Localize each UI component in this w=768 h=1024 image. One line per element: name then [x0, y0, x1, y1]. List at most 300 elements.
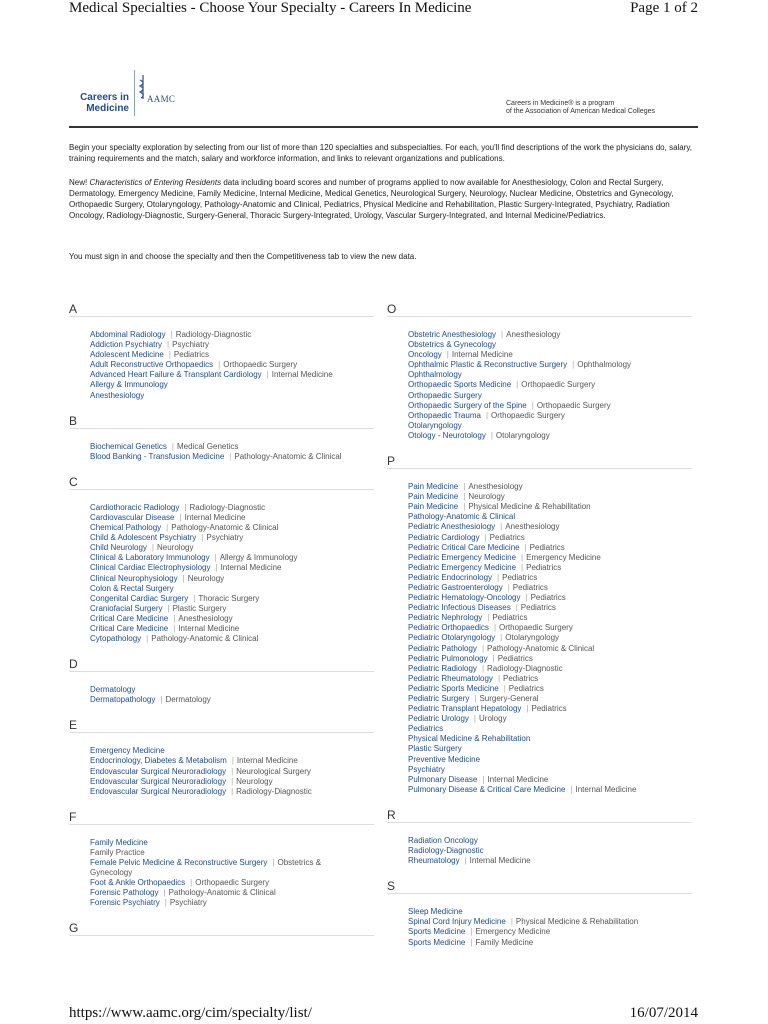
list-item — [408, 785, 692, 795]
list-item — [408, 391, 692, 401]
specialty-link[interactable]: Clinical Neurophysiology — [90, 573, 178, 583]
parent-specialty: Neurology — [187, 573, 225, 583]
new-label: New! — [69, 178, 88, 187]
specialty-link[interactable]: Pediatric Transplant Hepatology — [408, 704, 522, 714]
section-e — [69, 718, 374, 796]
separator: | — [474, 694, 477, 703]
specialty-link[interactable]: Ophthalmic Plastic & Reconstructive Surgery — [408, 360, 568, 370]
list-item — [408, 370, 692, 380]
specialty-link[interactable]: Adolescent Medicine — [90, 350, 164, 360]
specialty-link[interactable]: Abdominal Radiology — [90, 330, 166, 339]
parent-specialty: Emergency Medicine — [475, 927, 551, 937]
parent-specialty: Internal Medicine — [469, 856, 531, 866]
specialty-link[interactable]: Radiology-Diagnostic — [408, 846, 484, 856]
separator: | — [470, 927, 473, 937]
logo-text — [72, 92, 129, 114]
list-item — [408, 714, 692, 724]
parent-specialty: Pediatrics — [529, 542, 565, 552]
separator: | — [193, 593, 196, 603]
specialty-link[interactable]: Forensic Psychiatry — [90, 898, 160, 908]
parent-specialty: Pediatrics — [512, 582, 548, 592]
list-item — [408, 694, 692, 704]
specialty-link[interactable]: Forensic Pathology — [90, 888, 159, 898]
parent-specialty: Anesthesiology — [505, 522, 560, 532]
parent-specialty: Surgery-General — [479, 694, 539, 703]
separator: | — [463, 482, 466, 492]
list-item — [408, 684, 692, 694]
specialty-link[interactable]: Pediatrics — [408, 724, 444, 734]
specialty-list — [90, 685, 374, 705]
specialty-link[interactable]: Pediatric Emergency Medicine — [408, 562, 517, 572]
specialty-link[interactable]: Colon & Rectal Surgery — [90, 583, 174, 593]
new-data-paragraph — [69, 177, 695, 221]
specialty-link[interactable]: Sports Medicine — [408, 927, 466, 937]
list-item — [408, 765, 692, 775]
parent-specialty: Pathology-Anatomic & Clinical — [151, 634, 259, 644]
specialty-link[interactable]: Clinical & Laboratory Immunology — [90, 553, 210, 563]
specialty-link[interactable]: Obstetrics & Gynecology — [408, 340, 497, 350]
specialty-link[interactable]: Critical Care Medicine — [90, 623, 169, 633]
section-a — [69, 302, 374, 401]
list-item — [90, 685, 374, 695]
separator: | — [201, 533, 204, 543]
list-item — [408, 907, 692, 917]
specialty-link[interactable]: Endovascular Surgical Neuroradiology — [90, 776, 227, 786]
list-item — [408, 836, 692, 846]
specialty-link[interactable]: Radiation Oncology — [408, 835, 478, 845]
list-item — [90, 787, 374, 797]
list-item — [90, 553, 374, 563]
separator: | — [167, 603, 170, 613]
specialty-link[interactable]: Critical Care Medicine — [90, 613, 169, 623]
list-item — [90, 574, 374, 584]
list-item — [90, 878, 374, 888]
parent-specialty: Internal Medicine — [271, 370, 333, 380]
specialty-link[interactable]: Orthopaedic Surgery of the Spine — [408, 400, 527, 410]
parent-specialty: Internal Medicine — [451, 350, 513, 360]
list-item — [90, 898, 374, 908]
separator: | — [515, 603, 518, 613]
specialty-link[interactable]: Pediatric Anesthesiology — [408, 522, 496, 532]
parent-specialty: Orthopaedic Surgery — [499, 623, 573, 633]
parent-specialty: Orthopaedic Surgery — [195, 878, 270, 888]
page-title: Medical Specialties - Choose Your Specialty - Careers In Medicine — [69, 0, 472, 16]
separator: | — [179, 512, 182, 522]
list-item — [408, 744, 692, 754]
specialty-link[interactable]: Pain Medicine — [408, 482, 459, 492]
section-letter: G — [69, 921, 374, 936]
separator: | — [572, 360, 575, 370]
list-item — [90, 370, 374, 380]
separator: | — [500, 522, 503, 532]
specialty-link[interactable]: Otology - Neurotology — [408, 430, 486, 440]
specialty-link[interactable]: Pathology-Anatomic & Clinical — [408, 512, 516, 522]
separator: | — [500, 633, 503, 643]
specialty-link[interactable]: Pediatric Infectious Diseases — [408, 603, 511, 613]
specialty-link[interactable]: Advanced Heart Failure & Transplant Cardiology — [90, 370, 262, 380]
section-letter: P — [387, 454, 692, 469]
section-letter: C — [69, 475, 374, 490]
list-item — [408, 734, 692, 744]
specialty-link[interactable]: Adult Reconstructive Orthopaedics — [90, 360, 214, 370]
list-item — [90, 380, 374, 390]
section-f — [69, 810, 374, 909]
parent-specialty: Pediatrics — [489, 532, 525, 542]
specialty-list — [90, 838, 374, 909]
specialty-link[interactable]: Pediatric Pathology — [408, 643, 477, 653]
specialty-link: Family Practice — [90, 847, 145, 857]
separator: | — [215, 563, 218, 573]
parent-specialty: Pediatrics — [503, 673, 539, 683]
list-item — [408, 502, 692, 512]
specialty-link[interactable]: Orthopaedic Trauma — [408, 410, 481, 420]
separator: | — [184, 502, 187, 512]
parent-specialty: Psychiatry — [206, 533, 244, 543]
separator: | — [481, 663, 485, 673]
specialty-link[interactable]: Otolaryngology — [408, 420, 462, 430]
list-item — [408, 755, 692, 765]
specialty-link[interactable]: Chemical Pathology — [90, 523, 162, 533]
separator: | — [166, 523, 169, 533]
specialty-link[interactable]: Endovascular Surgical Neuroradiology — [90, 786, 227, 796]
list-item — [90, 350, 374, 360]
parent-specialty: Ophthalmology — [577, 360, 632, 370]
parent-specialty: Pediatrics — [530, 593, 566, 603]
section-o — [387, 302, 692, 441]
characteristics-title: Characteristics of Entering Residents — [89, 178, 222, 187]
specialty-link[interactable]: Addiction Psychiatry — [90, 340, 163, 350]
specialty-link[interactable]: Ophthalmology — [408, 370, 462, 380]
specialty-link[interactable]: Pediatric Otolaryngology — [408, 633, 496, 643]
separator: | — [151, 543, 154, 553]
specialty-link[interactable]: Child & Adolescent Psychiatry — [90, 533, 197, 543]
list-item — [408, 633, 692, 643]
separator: | — [470, 937, 473, 947]
section-letter: D — [69, 657, 374, 672]
parent-specialty: Anesthesiology — [178, 613, 233, 623]
separator: | — [492, 653, 495, 663]
specialty-link[interactable]: Pediatric Critical Care Medicine — [408, 542, 520, 552]
separator: | — [507, 582, 510, 592]
list-item — [408, 401, 692, 411]
tagline-line-2: of the Association of American Medical Colleges — [506, 108, 656, 115]
parent-specialty: Neurology — [157, 543, 194, 553]
specialty-link[interactable]: Pediatric Cardiology — [408, 532, 480, 542]
specialty-link[interactable]: Pediatric Orthopaedics — [408, 623, 489, 633]
list-item — [90, 746, 374, 756]
separator: | — [510, 917, 513, 927]
parent-specialty: Pediatrics — [526, 562, 562, 572]
separator: | — [521, 562, 524, 572]
list-item — [90, 543, 374, 553]
specialty-link[interactable]: Clinical Cardiac Electrophysiology — [90, 563, 211, 573]
specialty-link[interactable]: Emergency Medicine — [90, 746, 165, 756]
specialty-link[interactable]: Spinal Cord Injury Medicine — [408, 917, 506, 927]
specialty-link[interactable]: Pediatric Gastroenterology — [408, 582, 503, 592]
section-r — [387, 808, 692, 866]
parent-specialty: Neurology — [468, 492, 505, 502]
separator: | — [190, 878, 193, 888]
parent-specialty: Pediatrics — [492, 613, 528, 623]
list-item — [90, 624, 374, 634]
parent-specialty: Radiology-Diagnostic — [487, 663, 563, 673]
section-letter: R — [387, 808, 692, 823]
specialty-list — [408, 482, 692, 795]
separator: | — [503, 683, 506, 693]
separator: | — [266, 370, 269, 380]
list-item — [408, 654, 692, 664]
specialty-link[interactable]: Cardiovascular Disease — [90, 512, 175, 522]
specialty-link[interactable]: Cardiothoracic Radiology — [90, 502, 180, 512]
specialty-link[interactable]: Orthopaedic Surgery — [408, 390, 482, 400]
specialty-link[interactable]: Pediatric Sports Medicine — [408, 683, 499, 693]
parent-specialty: Pediatrics — [173, 350, 210, 360]
specialty-list — [90, 330, 374, 401]
specialty-link[interactable]: Cytopathology — [90, 634, 142, 644]
list-item — [90, 330, 374, 340]
parent-specialty: Internal Medicine — [220, 563, 282, 573]
parent-specialty: Orthopaedic Surgery — [223, 360, 298, 370]
specialty-link[interactable]: Allergy & Immunology — [90, 380, 168, 390]
separator: | — [160, 695, 163, 705]
list-item — [408, 917, 692, 927]
specialty-link[interactable]: Pediatric Urology — [408, 714, 469, 724]
section-p — [387, 454, 692, 795]
sign-in-note: You must sign in and choose the specialty and then the Competitiveness tab to view the new data. — [69, 252, 417, 261]
list-item — [408, 775, 692, 785]
parent-specialty: Orthopaedic Surgery — [536, 400, 611, 410]
separator: | — [484, 532, 487, 542]
list-item — [408, 856, 692, 866]
specialty-link[interactable]: Pediatric Pulmonology — [408, 653, 488, 663]
specialty-link[interactable]: Psychiatry — [408, 764, 445, 774]
section-letter: O — [387, 302, 692, 317]
separator: | — [231, 776, 234, 786]
parent-specialty: Thoracic Surgery — [198, 593, 260, 603]
specialty-link[interactable]: Family Medicine — [90, 837, 148, 847]
logo-line-1: Careers in — [80, 92, 129, 103]
parent-specialty: Internal Medicine — [487, 774, 549, 784]
separator: | — [493, 623, 497, 633]
specialty-list-right-column — [387, 302, 692, 961]
specialty-link[interactable]: Endovascular Surgical Neuroradiology — [90, 766, 227, 776]
separator: | — [521, 552, 524, 562]
section-s — [387, 879, 692, 947]
list-item — [90, 777, 374, 787]
specialty-link[interactable]: Preventive Medicine — [408, 754, 481, 764]
parent-specialty: Pediatrics — [520, 603, 556, 613]
specialty-link[interactable]: Blood Banking - Transfusion Medicine — [90, 451, 225, 461]
parent-specialty: Pathology-Anatomic & Clinical — [171, 523, 279, 533]
parent-specialty: Pathology-Anatomic & — [234, 451, 314, 461]
list-item — [408, 704, 692, 714]
footer-date: 16/07/2014 — [629, 1005, 698, 1021]
list-item — [408, 492, 692, 502]
parent-specialty: Pediatrics — [531, 704, 567, 714]
list-item — [408, 613, 692, 623]
specialty-link[interactable]: Biochemical Genetics — [90, 441, 167, 451]
specialty-list — [408, 330, 692, 441]
list-item — [90, 584, 374, 594]
list-item — [90, 360, 374, 370]
logo-divider — [134, 70, 135, 116]
parent-specialty: Neurology — [236, 776, 273, 786]
list-item — [90, 604, 374, 614]
specialty-link[interactable]: Pulmonary Disease — [408, 774, 478, 784]
specialty-link[interactable]: Oncology — [408, 350, 442, 360]
parent-specialty-continued: Gynecology — [90, 868, 133, 878]
specialty-list — [408, 907, 692, 947]
aamc-logo-text: AAMC — [147, 94, 176, 104]
separator: | — [490, 430, 493, 440]
separator: | — [570, 784, 573, 794]
separator: | — [182, 573, 185, 583]
list-item — [90, 513, 374, 523]
specialty-link[interactable]: Dermatopathology — [90, 695, 156, 705]
list-item — [90, 767, 374, 777]
parent-specialty: Emergency Medicine — [526, 552, 601, 562]
section-c — [69, 475, 374, 644]
specialty-link[interactable]: Pulmonary Disease & Critical Care Medicine — [408, 784, 566, 794]
new-data-text: data including board scores and number of programs applied to now available for Anesthesiology, Colon and Rectal Surgery, Dermatology, Emergency Medicine, Family Medicine, Internal Medicine, Medical Genetics, Neurological Surgery, Neurology, Nuclear Medicine, Obstetrics and Gynecology, Orthopaedic Surgery, Otolaryngology, Pathology-Anatomic and Clinical, Pediatrics, Physical Medicine and Rehabilitation, Plastic Surgery-Integrated, Psychiatry, Radiation Oncology, Radiology-Diagnostic, Surgery-General, Thoracic Surgery-Integrated, Urology, Vascular Surgery-Integrated, and Internal Medicine/Pediatrics. — [69, 178, 674, 220]
separator: | — [146, 634, 149, 644]
list-item — [408, 583, 692, 593]
list-item — [408, 674, 692, 684]
separator: | — [516, 380, 519, 390]
separator: | — [163, 888, 166, 898]
specialty-link[interactable]: Female Pelvic Medicine & Reconstructive Surgery — [90, 858, 268, 867]
list-item — [90, 888, 374, 898]
list-item — [90, 594, 374, 604]
separator: | — [170, 330, 173, 339]
specialty-link[interactable]: Sports Medicine — [408, 937, 466, 947]
specialty-link[interactable]: Pediatric Surgery — [408, 694, 470, 703]
careers-in-medicine-logo[interactable] — [72, 70, 182, 118]
specialty-list — [90, 442, 374, 462]
list-item — [408, 431, 692, 441]
list-item — [408, 724, 692, 734]
tagline-line-1: Careers in Medicine® is a program — [506, 100, 615, 107]
parent-specialty: Urology — [479, 714, 507, 724]
list-item — [90, 523, 374, 533]
list-item — [408, 553, 692, 563]
list-item — [408, 421, 692, 431]
specialty-link[interactable]: Pain Medicine — [408, 502, 459, 512]
list-item — [90, 533, 374, 543]
separator: | — [525, 593, 528, 603]
separator: | — [218, 360, 221, 370]
parent-specialty: Physical Medicine & Rehabilitation — [515, 917, 639, 927]
separator: | — [272, 858, 275, 867]
parent-specialty: Dermatology — [165, 695, 211, 705]
list-item — [90, 848, 374, 858]
separator: | — [524, 542, 527, 552]
separator: | — [446, 350, 449, 360]
header-rule — [69, 126, 698, 128]
section-letter: S — [387, 879, 692, 894]
list-item — [408, 360, 692, 370]
parent-specialty-continued: Clinical — [315, 451, 342, 461]
specialty-list — [408, 836, 692, 866]
footer-url: https://www.aamc.org/cim/specialty/list/ — [69, 1005, 312, 1021]
section-letter: E — [69, 718, 374, 733]
program-tagline — [506, 100, 706, 116]
separator: | — [487, 613, 490, 623]
specialty-link[interactable]: Endocrinology, Diabetes & Metabolism — [90, 756, 227, 766]
specialty-link[interactable]: Foot & Ankle Orthopaedics — [90, 878, 186, 888]
list-item — [90, 838, 374, 848]
specialty-link[interactable]: Pediatric Radiology — [408, 663, 477, 673]
specialty-list — [90, 503, 374, 644]
specialty-link[interactable]: Sleep Medicine — [408, 907, 463, 917]
parent-specialty: Allergy & Immunology — [219, 553, 298, 563]
list-item — [408, 512, 692, 522]
list-item — [408, 482, 692, 492]
specialty-link[interactable]: Pediatric Nephrology — [408, 613, 483, 623]
specialty-link[interactable]: Plastic Surgery — [408, 744, 462, 754]
specialty-link[interactable]: Craniofacial Surgery — [90, 603, 163, 613]
list-item — [408, 573, 692, 583]
list-item — [408, 664, 692, 674]
parent-specialty: Psychiatry — [169, 898, 207, 908]
specialty-link[interactable]: Pediatric Emergency Medicine — [408, 552, 517, 562]
specialty-link[interactable]: Dermatology — [90, 685, 136, 695]
list-item — [90, 452, 374, 462]
parent-specialty: Pathology-Anatomic & Clinical — [487, 643, 595, 653]
list-item — [90, 858, 374, 878]
list-item — [408, 330, 692, 340]
parent-specialty: Radiology-Diagnostic — [189, 502, 266, 512]
separator: | — [214, 553, 217, 563]
specialty-link[interactable]: Orthopaedic Sports Medicine — [408, 380, 512, 390]
parent-specialty: Internal Medicine — [575, 784, 637, 794]
separator: | — [173, 613, 176, 623]
separator: | — [497, 673, 501, 683]
specialty-link[interactable]: Pediatric Rheumatology — [408, 673, 493, 683]
separator: | — [231, 756, 234, 766]
list-item — [408, 593, 692, 603]
separator: | — [497, 572, 500, 582]
list-item — [90, 391, 374, 401]
list-item — [408, 522, 692, 532]
parent-specialty: Psychiatry — [172, 340, 210, 350]
separator: | — [229, 451, 232, 461]
specialty-link[interactable]: Pediatric Hematology-Oncology — [408, 593, 521, 603]
list-item — [408, 846, 692, 856]
list-item — [408, 411, 692, 421]
parent-specialty: Internal Medicine — [178, 623, 240, 633]
specialty-link[interactable]: Child Neurology — [90, 543, 147, 553]
specialty-link[interactable]: Congenital Cardiac Surgery — [90, 593, 189, 603]
list-item — [90, 695, 374, 705]
specialty-link[interactable]: Pediatric Endocrinology — [408, 572, 493, 582]
separator: | — [501, 330, 504, 339]
specialty-link[interactable]: Obstetric Anesthesiology — [408, 330, 497, 339]
separator: | — [168, 350, 171, 360]
parent-specialty: Otolaryngology — [495, 430, 550, 440]
list-item — [408, 927, 692, 937]
specialty-link[interactable]: Pain Medicine — [408, 492, 459, 502]
specialty-link[interactable]: Physical Medicine & Rehabilitation — [408, 734, 531, 744]
separator: | — [231, 786, 234, 796]
specialty-list — [90, 746, 374, 796]
specialty-link[interactable]: Rheumatology — [408, 856, 460, 866]
parent-specialty: Orthopaedic Surgery — [521, 380, 596, 390]
list-item — [408, 350, 692, 360]
list-item — [408, 543, 692, 553]
specialty-link[interactable]: Anesthesiology — [90, 390, 145, 400]
parent-specialty: Orthopaedic Surgery — [491, 410, 565, 420]
